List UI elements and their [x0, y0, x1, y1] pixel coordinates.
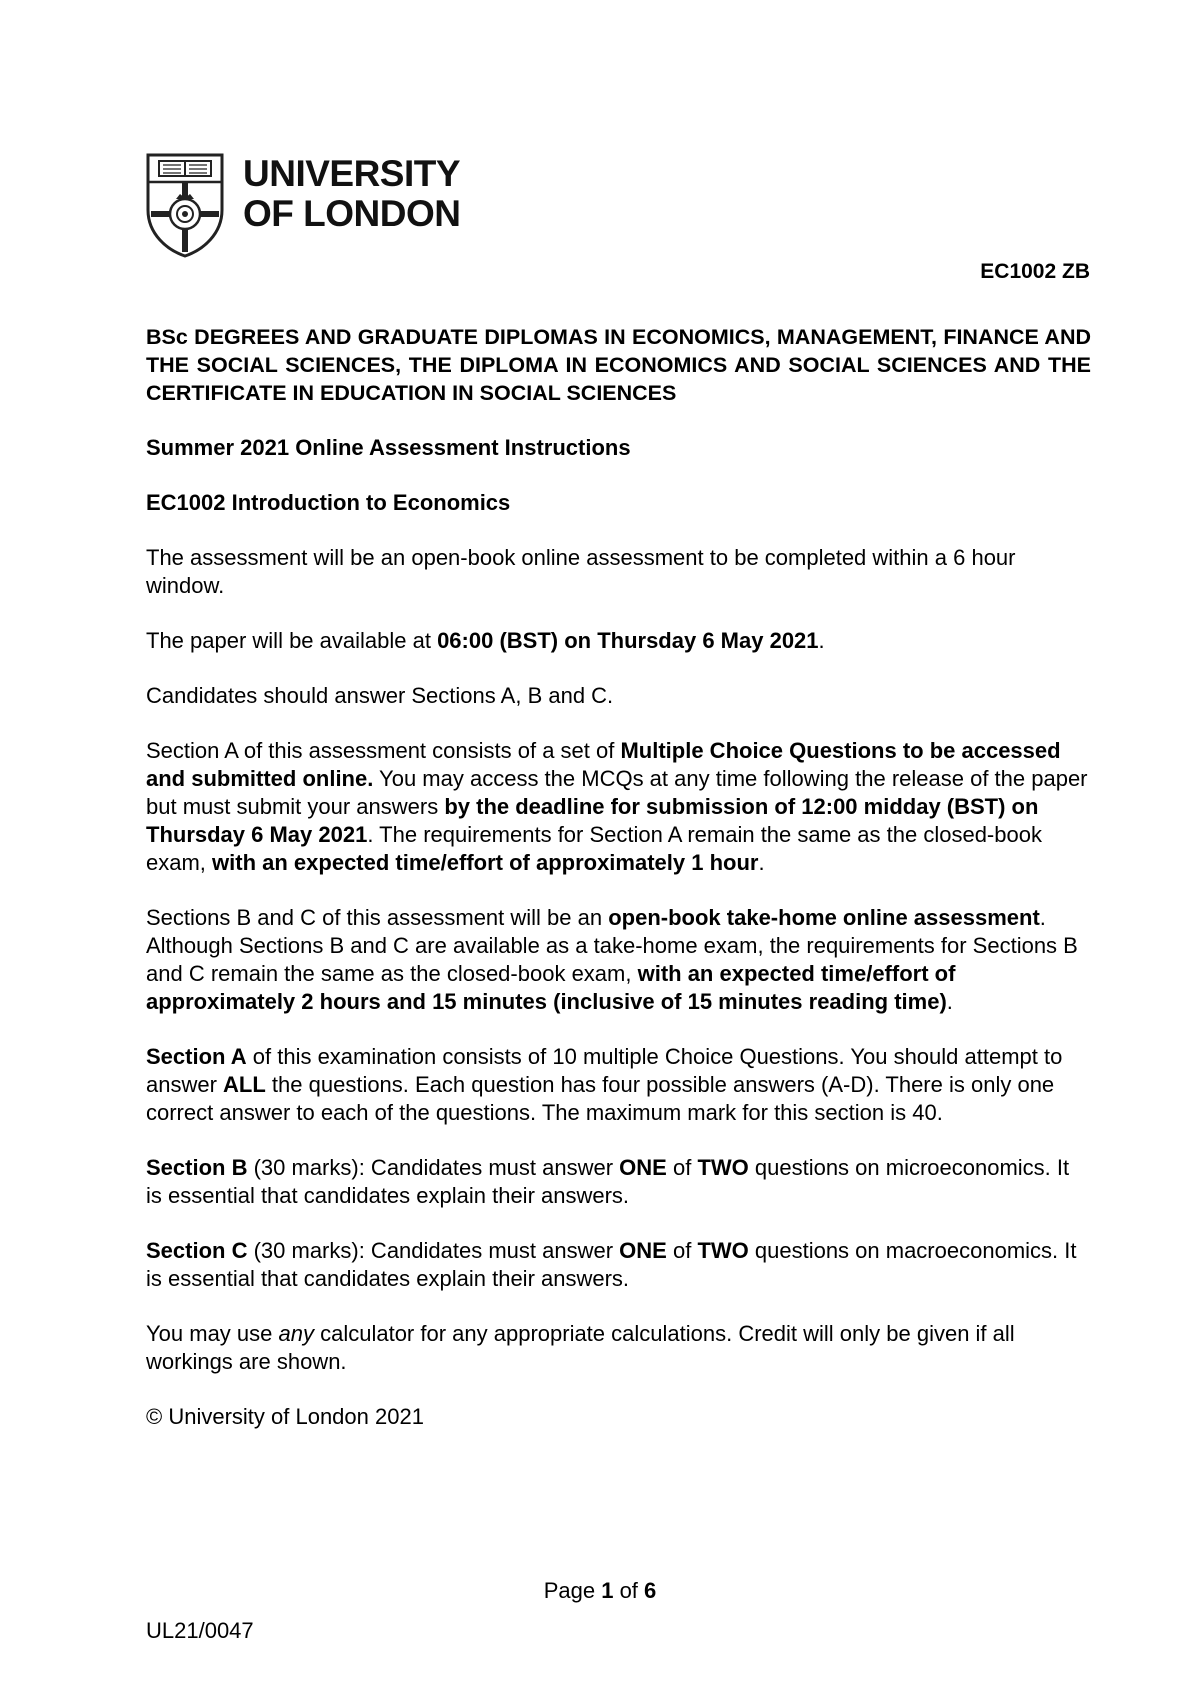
emphasis: open-book take-home online assessment: [608, 905, 1040, 930]
text-span: .: [758, 850, 765, 875]
text-span: Sections B and C of this assessment will be an: [146, 905, 609, 930]
deadline: by the deadline for submission of 12:00 midday (BST) on Thursday 6 May 2021: [146, 794, 1039, 847]
section-label: Section B: [146, 1155, 248, 1180]
document-reference: UL21/0047: [146, 1618, 254, 1643]
text-span: (30 marks): Candidates must answer: [247, 1238, 620, 1263]
text-span: Page: [543, 1578, 602, 1603]
emphasis: ONE: [619, 1238, 667, 1263]
text-span: of: [613, 1578, 645, 1603]
paragraph-availability: [146, 627, 1091, 655]
text-span: of: [666, 1155, 698, 1180]
text-span: the questions. Each question has four possible answers (A-D). There is only one correct answer to each of the questions. The maximum mark for this section is 40.: [146, 1072, 1055, 1125]
emphasis: TWO: [697, 1155, 749, 1180]
course-code: EC1002 ZB: [980, 260, 1090, 283]
total-pages: 6: [644, 1578, 657, 1603]
paragraph-section-a-online: [146, 737, 1091, 877]
text-span: of: [666, 1238, 698, 1263]
degrees-heading: BSc DEGREES AND GRADUATE DIPLOMAS IN ECONOMICS, MANAGEMENT, FINANCE AND THE SOCIAL SCIENCES, THE DIPLOMA IN ECONOMICS AND SOCIAL SCIENCES AND THE CERTIFICATE IN EDUCATION IN SOCIAL SCIENCES: [146, 325, 1091, 405]
text-span: of this examination consists of 10 multiple Choice Questions. You should attempt to answer: [146, 1044, 1063, 1097]
copyright-notice: © University of London 2021: [146, 1404, 424, 1429]
emphasis-italic: any: [278, 1321, 314, 1346]
paragraph-sections-b-c: [146, 904, 1091, 1016]
text-span: (30 marks): Candidates must answer: [247, 1155, 620, 1180]
paragraph-section-b: [146, 1154, 1091, 1210]
paragraph-section-a: [146, 1043, 1091, 1127]
text-span: . Although Sections B and C are available as a take-home exam, the requirements for Sections B and C remain the same as the closed-book exam,: [146, 905, 1078, 986]
page-number: [0, 1578, 1200, 1604]
section-label: Section A: [146, 1044, 247, 1069]
course-title: EC1002 Introduction to Economics: [146, 490, 511, 515]
text-span: .: [818, 628, 825, 653]
text-span: You may use: [146, 1321, 279, 1346]
paragraph-calculator: [146, 1320, 1091, 1376]
text-span: You may access the MCQs at any time following the release of the paper but must submit your answers: [146, 766, 1088, 819]
text-span: questions on microeconomics. It is essential that candidates explain their answers.: [146, 1155, 1070, 1208]
university-logo: [145, 152, 460, 258]
emphasis: ALL: [223, 1072, 266, 1097]
section-label: Section C: [146, 1238, 248, 1263]
logo-line-2: OF LONDON: [243, 193, 461, 234]
university-name: [243, 154, 460, 234]
text-span: calculator for any appropriate calculations. Credit will only be given if all workings are shown.: [146, 1321, 1015, 1374]
emphasis: ONE: [619, 1155, 667, 1180]
logo-line-1: UNIVERSITY: [243, 153, 461, 194]
emphasis: TWO: [697, 1238, 749, 1263]
text-span: The paper will be available at: [146, 628, 438, 653]
instructions-title: Summer 2021 Online Assessment Instructions: [146, 435, 631, 460]
current-page: 1: [601, 1578, 614, 1603]
emphasis: with an expected time/effort of approximately 1 hour: [212, 850, 759, 875]
paragraph-sections-required: Candidates should answer Sections A, B and C.: [146, 683, 614, 708]
availability-time: 06:00 (BST) on Thursday 6 May 2021: [437, 628, 819, 653]
emphasis: Multiple Choice Questions to be accessed and submitted online.: [146, 738, 1061, 791]
text-span: .: [946, 989, 953, 1014]
text-span: . The requirements for Section A remain the same as the closed-book exam,: [146, 822, 1042, 875]
text-span: Section A of this assessment consists of a set of: [146, 738, 621, 763]
paragraph-section-c: [146, 1237, 1091, 1293]
university-crest-icon: [145, 152, 225, 258]
emphasis: with an expected time/effort of approximately 2 hours and 15 minutes (inclusive of 15 minutes reading time): [146, 961, 956, 1014]
text-span: questions on macroeconomics. It is essential that candidates explain their answers.: [146, 1238, 1077, 1291]
document-body: [146, 323, 1091, 1458]
paragraph-assessment-format: The assessment will be an open-book online assessment to be completed within a 6 hour window.: [146, 545, 1016, 598]
